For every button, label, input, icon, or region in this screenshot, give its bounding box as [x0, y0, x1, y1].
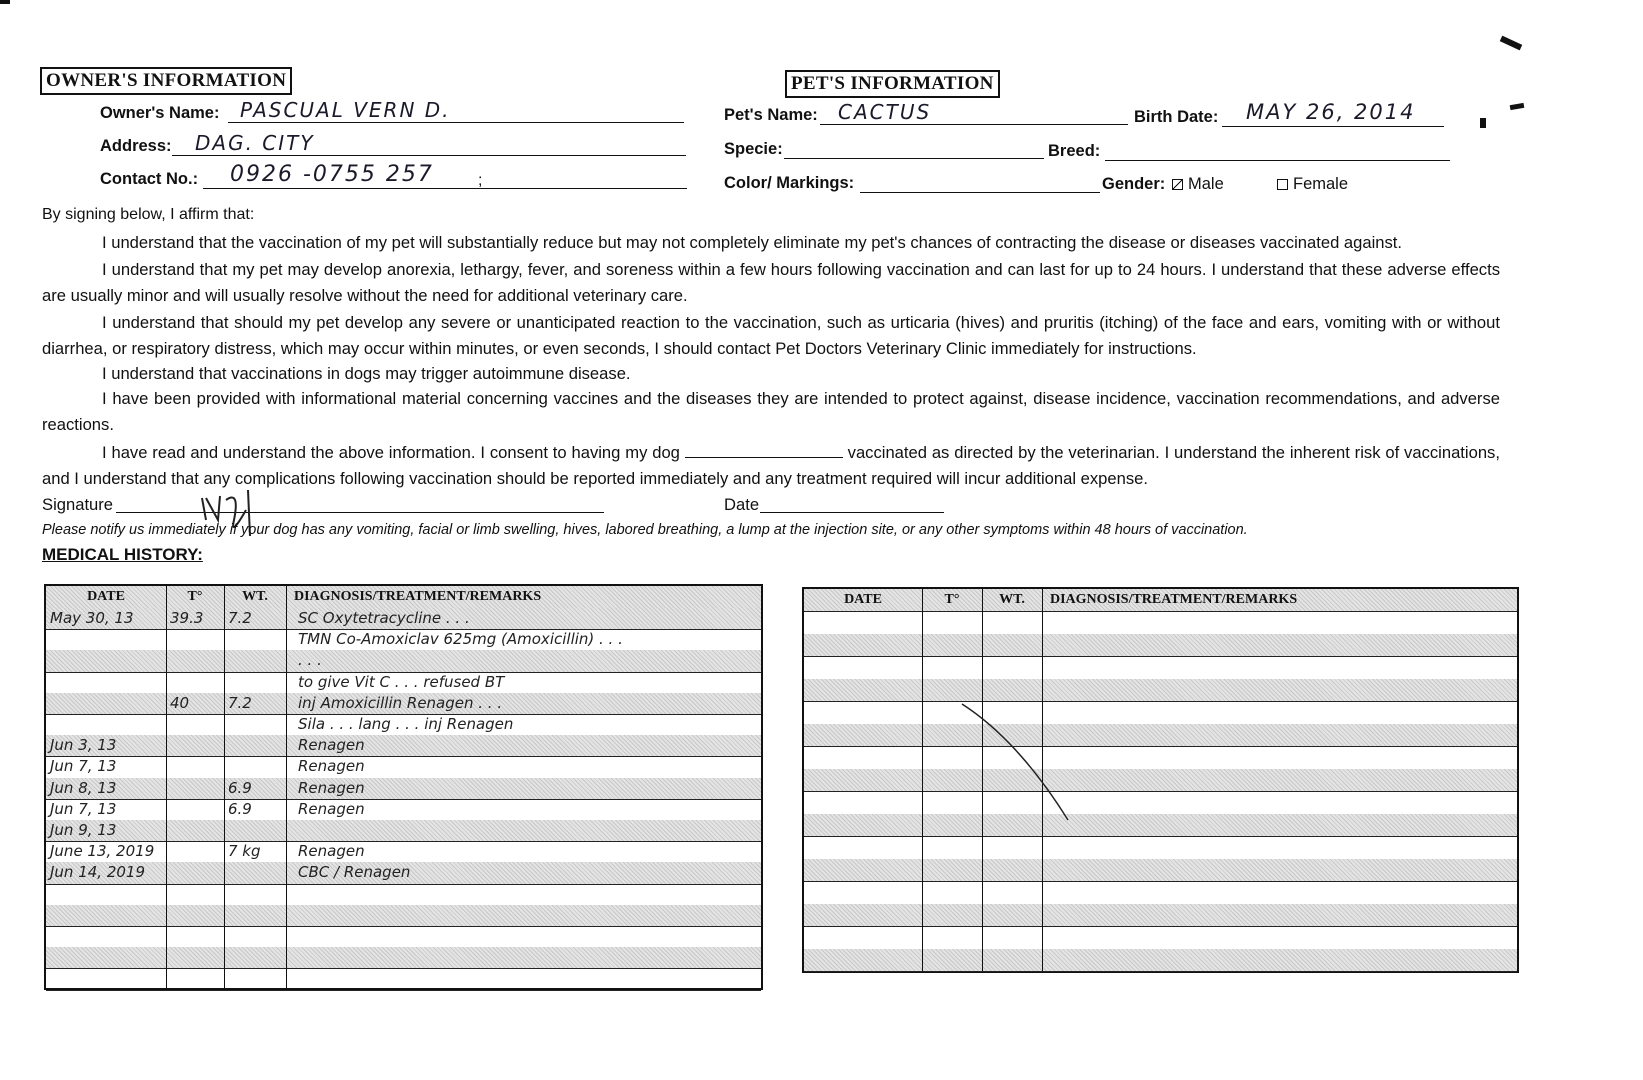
- gender-label: Gender:: [1102, 175, 1166, 193]
- table-row[interactable]: [804, 769, 1517, 793]
- color-markings-line: [860, 192, 1100, 193]
- date-cell[interactable]: June 13, 2019: [50, 842, 155, 861]
- table-row: [46, 884, 761, 906]
- table-row: [46, 820, 761, 842]
- diagonal-strike-mark: [958, 700, 1088, 830]
- col-divider: [286, 586, 287, 988]
- owner-name-value[interactable]: PASCUAL VERN D.: [240, 98, 451, 122]
- table-row: [46, 650, 761, 672]
- table-row[interactable]: [804, 881, 1517, 905]
- table-row: [46, 629, 761, 651]
- consent-p6b: vaccinated as directed by the veterinarian. I understand the inherent risk of vaccinations, and I understand that any complications following vaccination should be reported immediately and any treatment required will incur additional expense.: [42, 443, 1500, 488]
- dog-name-blank[interactable]: [685, 443, 843, 458]
- table-row[interactable]: [804, 746, 1517, 770]
- consent-p6a: I have read and understand the above information. I consent to having my dog: [102, 443, 680, 462]
- medical-history-table-right: [802, 587, 1519, 973]
- address-value[interactable]: DAG. CITY: [195, 131, 315, 155]
- table-row: [46, 608, 761, 630]
- contact-label: Contact No.:: [100, 170, 199, 188]
- scan-mark: [1480, 118, 1486, 128]
- date-line[interactable]: [760, 512, 944, 513]
- col-divider: [166, 586, 167, 988]
- specie-line: [784, 158, 1044, 159]
- remarks-cell[interactable]: Renagen: [298, 799, 365, 818]
- date-cell[interactable]: Jun 8, 13: [50, 778, 117, 797]
- table-row: [46, 947, 761, 969]
- date-cell[interactable]: Jun 7, 13: [50, 757, 117, 776]
- male-label: Male: [1188, 175, 1224, 193]
- col-header-remarks: DIAGNOSIS/TREATMENT/REMARKS: [294, 589, 542, 604]
- table-row[interactable]: [804, 904, 1517, 928]
- weight-cell[interactable]: 7.2: [228, 693, 252, 712]
- color-markings-label: Color/ Markings:: [724, 174, 855, 192]
- col-header-weight: WT.: [242, 589, 268, 604]
- scan-mark: [0, 0, 10, 4]
- remarks-cell[interactable]: Renagen: [298, 842, 365, 861]
- notice-text: Please notify us immediately if your dog has any vomiting, facial or limb swelling, hives, labored breathing, a lump at the injection site, or any other symptoms within 48 hours of vaccination.: [42, 522, 1248, 538]
- consent-p2: I understand that my pet may develop anorexia, lethargy, fever, and soreness within a few hours following vaccination and can last for up to 24 hours. I understand that these adverse effects are usually minor and will usually resolve without the need for additional veterinary care.: [42, 260, 1500, 305]
- date-cell[interactable]: Jun 9, 13: [50, 821, 117, 839]
- table-row: [46, 799, 761, 821]
- table-row: [46, 926, 761, 948]
- table-row: [46, 693, 761, 715]
- birth-date-value[interactable]: MAY 26, 2014: [1246, 100, 1416, 124]
- weight-cell[interactable]: 7.2: [228, 609, 252, 627]
- contact-separator: ;: [478, 172, 483, 189]
- table-row[interactable]: [804, 701, 1517, 725]
- birth-date-label: Birth Date:: [1134, 108, 1219, 126]
- remarks-cell[interactable]: CBC / Renagen: [298, 863, 411, 882]
- table-row[interactable]: [804, 791, 1517, 815]
- table-row[interactable]: [804, 679, 1517, 703]
- table-row[interactable]: [804, 724, 1517, 748]
- col-divider: [224, 586, 225, 988]
- col-header-temp: T°: [187, 589, 203, 604]
- date-cell[interactable]: Jun 7, 13: [50, 799, 117, 818]
- consent-p1: I understand that the vaccination of my pet will substantially reduce but may not completely eliminate my pet's chances of contracting the disease or diseases vaccinated against.: [102, 233, 1403, 252]
- temp-cell[interactable]: 40: [170, 693, 190, 712]
- col-header-weight: WT.: [999, 592, 1025, 607]
- col-header-date: DATE: [87, 589, 125, 604]
- table-row[interactable]: [804, 656, 1517, 680]
- remarks-cell[interactable]: TMN Co-Amoxiclav 625mg (Amoxicillin) . . .: [298, 630, 623, 649]
- owner-name-label: Owner's Name:: [100, 104, 220, 122]
- pet-name-label: Pet's Name:: [724, 106, 818, 124]
- medical-history-heading: MEDICAL HISTORY:: [42, 545, 203, 564]
- pet-name-value[interactable]: CACTUS: [838, 100, 932, 124]
- consent-p3: I understand that should my pet develop any severe or unanticipated reaction to the vaccination, such as urticaria (hives) and pruritis (itching) of the face and ears, vomiting with or without diarrhea, or respiratory distress, which may occur within minutes, or even seconds, I should contact Pet Doctors Veterinary Clinic immediately for instructions.: [42, 313, 1500, 358]
- col-header-remarks: DIAGNOSIS/TREATMENT/REMARKS: [1050, 592, 1298, 607]
- remarks-cell[interactable]: Sila . . . lang . . . inj Renagen: [298, 715, 514, 733]
- female-checkbox[interactable]: [1277, 179, 1288, 190]
- specie-label: Specie:: [724, 140, 783, 158]
- table-row: [46, 862, 761, 884]
- signature-label: Signature: [42, 495, 114, 514]
- owner-name-line: [228, 122, 684, 123]
- table-row[interactable]: [804, 859, 1517, 883]
- medical-history-table-left: [44, 584, 763, 990]
- address-line: [172, 155, 686, 156]
- contact-line: [203, 188, 687, 189]
- table-row[interactable]: [804, 634, 1517, 658]
- remarks-cell[interactable]: SC Oxytetracycline . . .: [298, 609, 470, 627]
- consent-p4: I understand that vaccinations in dogs may trigger autoimmune disease.: [102, 364, 631, 383]
- consent-intro: By signing below, I affirm that:: [42, 206, 255, 223]
- table-row[interactable]: [804, 611, 1517, 635]
- address-label: Address:: [100, 137, 172, 155]
- remarks-cell[interactable]: Renagen: [298, 757, 365, 776]
- table-row[interactable]: [804, 926, 1517, 950]
- scan-mark: [1500, 36, 1522, 51]
- table-row: [46, 756, 761, 778]
- table-row[interactable]: [804, 836, 1517, 860]
- table-row: [46, 841, 761, 863]
- signature-line[interactable]: [116, 512, 604, 513]
- weight-cell[interactable]: 7 kg: [228, 842, 261, 861]
- pet-name-line: [820, 124, 1128, 125]
- date-cell[interactable]: May 30, 13: [50, 609, 134, 627]
- date-cell[interactable]: Jun 14, 2019: [50, 863, 146, 882]
- weight-cell[interactable]: 6.9: [228, 799, 252, 818]
- female-label: Female: [1293, 175, 1349, 193]
- table-row[interactable]: [804, 814, 1517, 838]
- contact-value[interactable]: 0926 -0755 257: [230, 162, 434, 187]
- owner-section-title: OWNER'S INFORMATION: [40, 67, 292, 95]
- date-cell[interactable]: Jun 3, 13: [50, 736, 117, 755]
- male-checkbox[interactable]: [1172, 179, 1183, 190]
- breed-label: Breed:: [1048, 142, 1101, 160]
- remarks-cell[interactable]: . . .: [298, 651, 322, 670]
- table-row: [46, 905, 761, 927]
- table-row: [46, 968, 761, 990]
- temp-cell[interactable]: 39.3: [170, 609, 204, 627]
- gender-female-option[interactable]: [1277, 175, 1348, 194]
- consent-p5: I have been provided with informational material concerning vaccines and the diseases they are intended to protect against, disease incidence, vaccination recommendations, and adverse reactions.: [42, 389, 1500, 434]
- weight-cell[interactable]: 6.9: [228, 778, 252, 797]
- remarks-cell[interactable]: Renagen: [298, 736, 365, 755]
- table-row: [46, 778, 761, 800]
- remarks-cell[interactable]: to give Vit C . . . refused BT: [298, 672, 505, 691]
- col-divider: [922, 589, 923, 971]
- date-label: Date: [724, 495, 760, 514]
- table-row[interactable]: [804, 949, 1517, 973]
- col-header-date: DATE: [844, 592, 882, 607]
- table-row: [46, 714, 761, 736]
- birth-date-line: [1222, 126, 1444, 127]
- gender-male-option[interactable]: [1172, 175, 1224, 194]
- table-row: [46, 735, 761, 757]
- table-row: [46, 672, 761, 694]
- scan-mark: [1510, 103, 1525, 110]
- pet-section-title: PET'S INFORMATION: [785, 70, 1000, 98]
- remarks-cell[interactable]: inj Amoxicillin Renagen . . .: [298, 693, 503, 712]
- col-header-temp: T°: [944, 592, 960, 607]
- breed-line: [1105, 160, 1450, 161]
- remarks-cell[interactable]: Renagen: [298, 778, 365, 797]
